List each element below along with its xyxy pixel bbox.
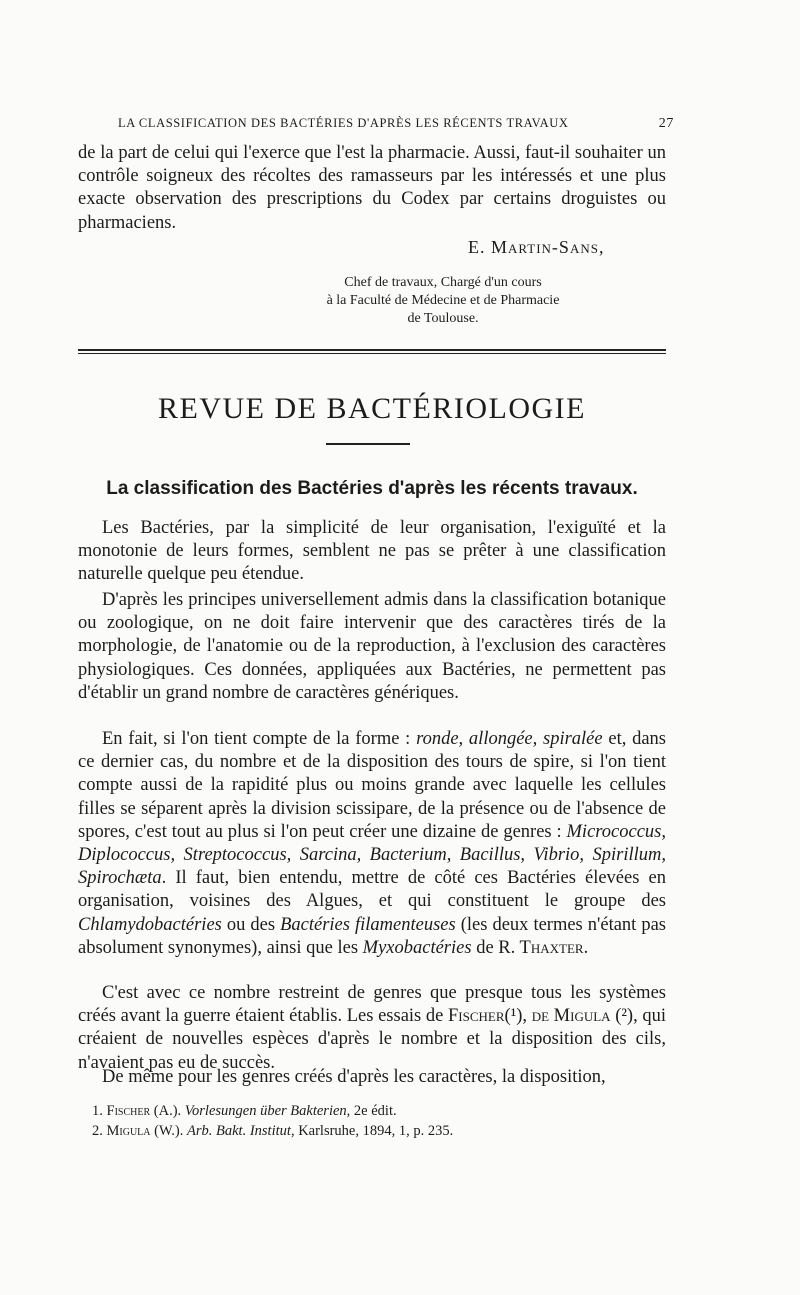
paragraph: C'est avec ce nombre restreint de genres que presque tous les systèmes créés avant la guerre étaient établis. Les essais de Fischer(¹), de Migula (²), qui créaient de nouvelles espèces d'après le nombre et la disposition des cils, n'avaient pas eu de succès.	[78, 983, 667, 1073]
taxon-name: Myxobactéries	[362, 937, 472, 958]
footnote: 2. Migula (W.). Arb. Bakt. Institut, Karlsruhe, 1894, 1, p. 235.	[92, 1123, 454, 1139]
author-signature: E. Martin-Sans,	[468, 237, 605, 257]
running-head-title: LA CLASSIFICATION DES BACTÉRIES D'APRÈS LES RÉCENTS TRAVAUX	[118, 116, 569, 130]
author-name: Fischer	[448, 1006, 505, 1027]
author-name: R. Thaxter	[498, 937, 584, 958]
paragraph: De même pour les genres créés d'après les caractères, la disposition,	[102, 1067, 606, 1087]
paragraph: En fait, si l'on tient compte de la forme : ronde, allongée, spiralée et, dans ce dernier cas, du nombre et de la disposition des tours de spire, si l'on tient compte aussi de la rapidité plus ou moins grande avec laquelle les cellules filles se séparent après la division scissipare, de la présence ou de l'absence de spores, c'est tout au plus si l'on peut créer une dizaine de genres : Micrococcus, Diplococcus, Streptococcus, Sarcina, Bacterium, Bacillus, Vibrio, Spirillum, Spirochæta. Il faut, bien entendu, mettre de côté ces Bactéries élevées en organisation, voisines des Algues, et qui constituent le groupe des Chlamydobactéries ou des Bactéries filamenteuses (les deux termes n'étant pas absolument synonymes), ainsi que les Myxobactéries de R. Thaxter.	[78, 729, 666, 958]
forms-list: ronde, allongée, spiralée	[416, 729, 603, 749]
section-title: REVUE DE BACTÉRIOLOGIE	[158, 392, 586, 425]
footnote-ref: (²)	[615, 1006, 634, 1027]
affiliation-line: Chef de travaux, Chargé d'un cours	[344, 275, 542, 290]
article-title: La classification des Bactéries d'après les récents travaux.	[106, 478, 638, 499]
affiliation-line: de Toulouse.	[407, 311, 479, 326]
footnotes	[92, 1101, 666, 1141]
previous-article-closing: de la part de celui qui l'exerce que l'est la pharmacie. Aussi, faut-il souhaiter un contrôle soigneux des récoltes des ramasseurs par les intéressés et une plus exacte observation des prescriptions du Codex par certains droguistes ou pharmaciens.	[78, 143, 666, 233]
author-name: de Migula	[531, 1006, 611, 1027]
section-divider	[78, 349, 666, 354]
genera-list: Micrococcus, Diplococcus, Streptococcus, Sarcina, Bacterium, Bacillus, Vibrio, Spirillum, Spirochæta	[78, 821, 666, 889]
affiliation-line: à la Faculté de Médecine et de Pharmacie	[326, 293, 560, 308]
footnote: 1. Fischer (A.). Vorlesungen über Bakterien, 2e édit.	[92, 1103, 397, 1119]
taxon-name: Bactéries filamenteuses	[280, 914, 456, 935]
title-underline	[326, 443, 410, 445]
author-affiliation	[278, 274, 608, 328]
taxon-name: Chlamydobactéries	[78, 914, 222, 935]
paragraph: Les Bactéries, par la simplicité de leur organisation, l'exiguïté et la monotonie de leurs formes, semblent ne pas se prêter à une classification naturelle quelque peu étendue.	[78, 518, 666, 585]
paragraph: D'après les principes universellement admis dans la classification botanique ou zoologique, on ne doit faire intervenir que des caractères tirés de la morphologie, de l'anatomie ou de la reproduction, à l'exclusion des caractères physiologiques. Ces données, appliquées aux Bactéries, ne permettent pas d'établir un grand nombre de caractères génériques.	[78, 590, 666, 703]
page-number: 27	[658, 116, 674, 131]
footnote-ref: (¹)	[504, 1006, 523, 1027]
